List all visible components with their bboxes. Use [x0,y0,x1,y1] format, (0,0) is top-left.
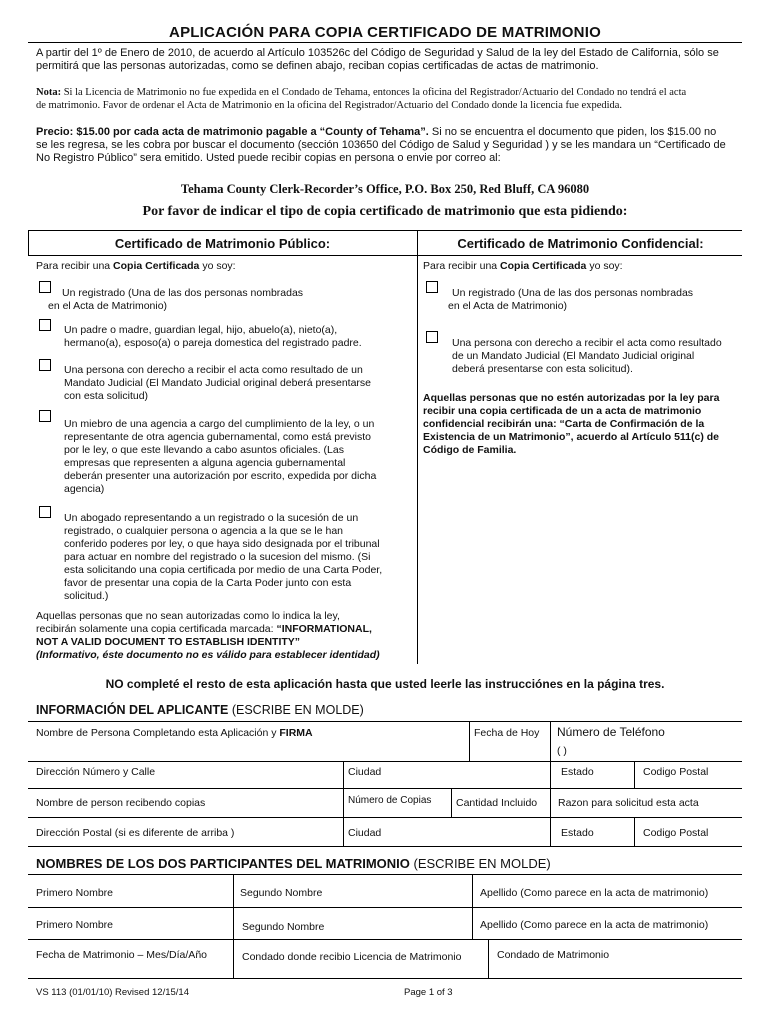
public-option-agency-checkbox[interactable] [39,410,51,422]
telefono-area-code: ( ) [557,745,567,757]
ciudad-field[interactable]: Ciudad [348,766,382,778]
column-divider [417,230,418,664]
razon-field[interactable]: Razon para solicitud esta acta [558,797,699,809]
precio-text: Si no se encuentra el documento que piden, los $15.00 no [428,126,717,138]
mailing-address: Tehama County Clerk-Recorder’s Office, P.O. Box 250, Red Bluff, CA 96080 [180,182,590,196]
precio-text: se les regresa, se les cobra por buscar el documento (sección 103650 del Código de Salud y Seguridad ) y se les mandara un “Certificado de [36,139,726,151]
precio-paragraph [36,126,748,165]
page-title: APLICACIÓN PARA COPIA CERTIFICADO DE MATRIMONIO [169,24,601,41]
title-divider [28,42,742,43]
row-rule [28,907,742,908]
public-option-text: Una persona con derecho a recibir el acta como resultado de un Mandato Judicial (El Mandato Judicial original deberá presentarse con esta solicitud) [64,364,372,402]
public-option-text: Un padre o madre, guardian legal, hijo, abuelo(a), nieto(a), hermano(a), esposo(a) o pareja domestica del registrado padre. [64,324,362,349]
postal-address-field[interactable]: Dirección Postal (si es diferente de arriba ) [36,827,235,839]
direccion-field[interactable]: Dirección Número y Calle [36,766,156,778]
nota-text: de matrimonio. Favor de ordenar el Acta de Matrimonio en la oficina del Registrador/Actuario del Condado donde la licencia fue expedida. [36,100,623,111]
nota-label: Nota: [36,87,62,98]
nota-paragraph [36,86,748,112]
telefono-field[interactable]: Número de Teléfono [557,725,665,739]
apellido-1-field[interactable]: Apellido (Como parece en la acta de matrimonio) [480,887,709,899]
applicant-heading: INFORMACIÓN DEL APLICANTE (ESCRIBE EN MOLDE) [36,703,364,717]
applicant-rule [28,721,742,722]
row-rule [28,846,742,847]
nota-text: Si la Licencia de Matrimonio no fue expedida en el Condado de Tehama, entonces la oficina del Registrador/Actuario del Condado no tendrá el acta [63,87,687,98]
public-option-family-checkbox[interactable] [39,319,51,331]
estado-field[interactable]: Estado [561,766,594,778]
section-header-rule [28,255,742,256]
intro-line: A partir del 1º de Enero de 2010, de acuerdo al Artículo 103526c del Código de Seguridad y Salud de la ley del Estado de California, sólo se [36,47,719,59]
confidential-unauthorized-note: Aquellas personas que no estén autorizadas por la ley para recibir una copia certificada de un a acta de matrimonio confidencial recibirán una: “Carta de Confirmación de la Existencia de un Matrimonio”, acuerdo al Artículo 511(c) de Código de Familia. [423,392,720,456]
row-rule [28,978,742,979]
numero-copias-field[interactable]: Número de Copias [348,795,432,806]
public-heading: Certificado de Matrimonio Público: [114,236,331,251]
col-rule [488,939,489,978]
col-rule [550,788,551,846]
section-top-rule [28,230,742,231]
intro-line: permitirá que las personas autorizadas, como se definen abajo, reciban copias certificadas de actas de matrimonio. [36,60,599,72]
col-rule [550,721,551,788]
primero-nombre-2-field[interactable]: Primero Nombre [36,919,114,931]
apellido-2-field[interactable]: Apellido (Como parece en la acta de matrimonio) [480,919,709,931]
public-option-text: Un abogado representando a un registrado o la sucesión de un registrado, o cualquier persona o agencia a la que se le han conferido poderes por ley, o que haya sido designada por el tribunal para actuar en nombre del registrado o la sucesion del mismo. (Si esta solicitando una copia certificada por medio de una Carta Poder, favor de presentar una copia de la Carta Poder junto con esta solicitud.) [64,512,383,602]
confidential-option-registrado-checkbox[interactable] [426,281,438,293]
segundo-nombre-1-field[interactable]: Segundo Nombre [240,887,323,899]
applicant-name-field[interactable]: Nombre de Persona Completando esta Aplicación y FIRMA [36,727,313,739]
recibiendo-field[interactable]: Nombre de person recibendo copias [36,797,206,809]
precio-text: No Registro Público” sera emitido. Usted puede recibir copias en persona o envie por correo al: [36,152,501,164]
participants-heading: NOMBRES DE LOS DOS PARTICIPANTES DEL MATRIMONIO (ESCRIBE EN MOLDE) [36,856,551,871]
cantidad-field[interactable]: Cantidad Incluido [456,797,538,809]
col-rule [634,761,635,788]
intro-paragraph [36,47,748,73]
fecha-matrimonio-field[interactable]: Fecha de Matrimonio – Mes/Día/Año [36,949,207,961]
codigo-postal-2-field[interactable]: Codigo Postal [643,827,709,839]
estado-2-field[interactable]: Estado [561,827,594,839]
condado-licencia-field[interactable]: Condado donde recibio Licencia de Matrimonio [242,951,462,963]
participants-rule [28,874,742,875]
confidential-option-court-order-checkbox[interactable] [426,331,438,343]
page-number: Page 1 of 3 [404,987,453,998]
public-unauthorized-note: Aquellas personas que no sean autorizadas como lo indica la ley, recibirán solamente una copia certificada marcada: “INFORMATIONAL, NOT A VALID DOCUMENT TO ESTABLISH IDENTITY” (Informativo, éste documento no es válido para establecer identidad) [36,610,380,661]
public-option-text: Un registrado (Una de las dos personas nombradas en el Acta de Matrimonio) [48,287,304,312]
copy-type-instruction: Por favor de indicar el tipo de copia certificado de matrimonio que esta pidiendo: [142,204,628,219]
col-rule [472,874,473,939]
col-rule [343,761,344,846]
left-edge [28,230,29,255]
condado-matrimonio-field[interactable]: Condado de Matrimonio [497,949,610,961]
segundo-nombre-2-field[interactable]: Segundo Nombre [242,921,325,933]
col-rule [634,817,635,846]
public-option-registrado-checkbox[interactable] [39,281,51,293]
col-rule [451,788,452,817]
public-option-attorney-checkbox[interactable] [39,506,51,518]
confidential-option-text: Una persona con derecho a recibir el acta como resultado de un Mandato Judicial (El Mandato Judicial original deberá presentarse con esta solicitud). [452,337,722,375]
ciudad-2-field[interactable]: Ciudad [348,827,382,839]
public-para-recibir: Para recibir una Copia Certificada yo soy: [36,260,236,272]
codigo-postal-field[interactable]: Codigo Postal [643,766,709,778]
instructions-notice: NO completé el resto de esta aplicación hasta que usted leerle las instrucciónes en la página tres. [105,677,665,691]
row-rule [28,939,742,940]
fecha-hoy-field[interactable]: Fecha de Hoy [474,727,540,739]
form-id: VS 113 (01/01/10) Revised 12/15/14 [36,987,189,998]
row-rule [28,788,742,789]
confidential-option-text: Un registrado (Una de las dos personas nombradas en el Acta de Matrimonio) [448,287,694,312]
public-option-court-order-checkbox[interactable] [39,359,51,371]
precio-label: Precio: $15.00 por cada acta de matrimonio pagable a “County of Tehama”. [36,126,429,138]
confidential-para-recibir: Para recibir una Copia Certificada yo soy: [423,260,623,272]
confidential-heading: Certificado de Matrimonio Confidencial: [457,236,704,251]
col-rule [233,874,234,978]
col-rule [469,721,470,761]
primero-nombre-1-field[interactable]: Primero Nombre [36,887,114,899]
public-option-text: Un miebro de una agencia a cargo del cumplimiento de la ley, o un representante de otra agencia gubernamental, como está previsto por le ley, o que este llevando a cabo asuntos oficiales. (Las empresas que representen a alguna agencia gubernamental deberán presenter una autorización por escrito, expedida por dicha agencia) [64,418,377,495]
